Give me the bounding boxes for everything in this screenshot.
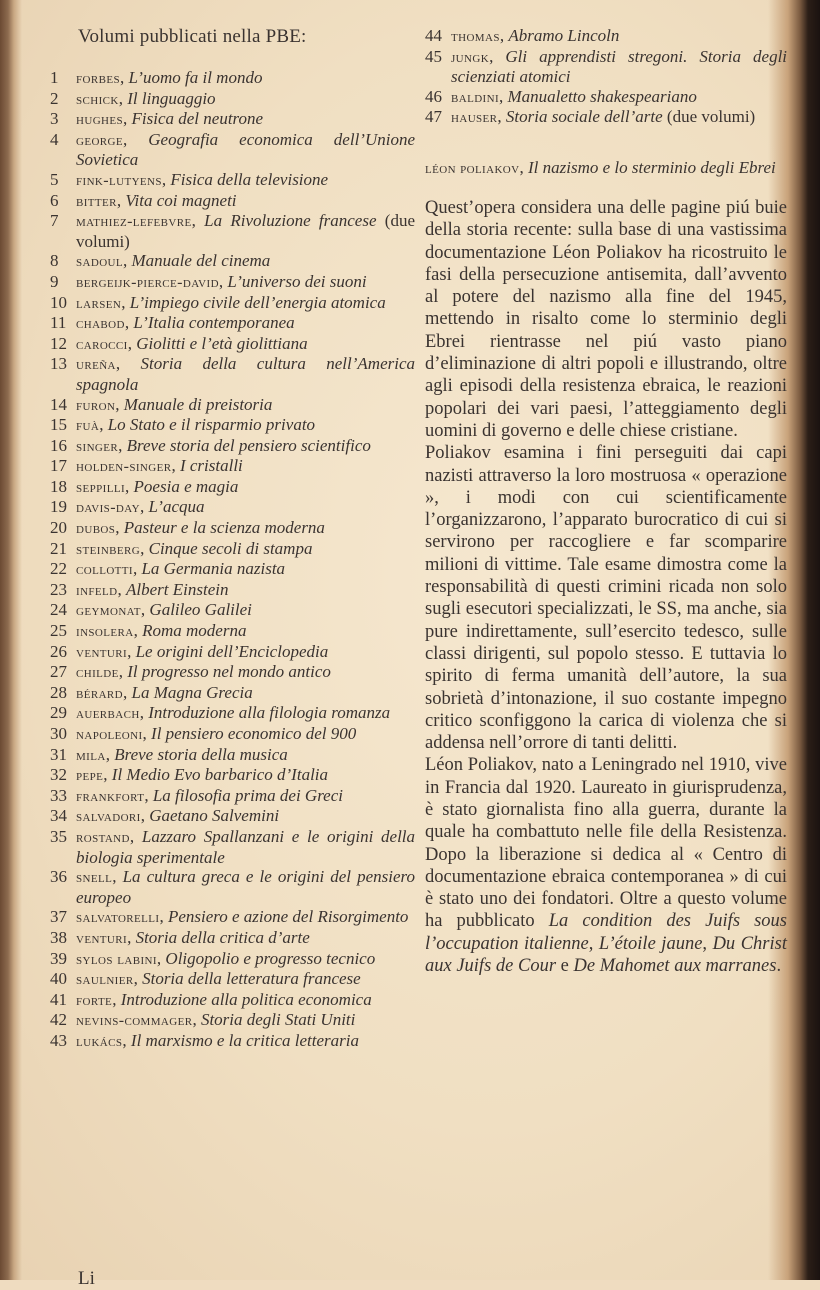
volume-entry: george, Geografia economica dell’Unione Sovietica bbox=[76, 129, 416, 170]
volume-number: 43 bbox=[50, 1030, 67, 1050]
volume-author: schick bbox=[76, 90, 119, 108]
volume-number: 28 bbox=[50, 682, 67, 702]
volume-entry: bérard, La Magna Grecia bbox=[76, 682, 253, 702]
volume-title: L’universo dei suoni bbox=[227, 271, 367, 291]
volume-title: Il progresso nel mondo antico bbox=[127, 662, 331, 682]
volume-title: La filosofia prima dei Greci bbox=[152, 785, 343, 805]
volume-number: 37 bbox=[50, 907, 67, 927]
volume-number: 39 bbox=[50, 948, 67, 968]
volume-title: Storia della cultura nell’America spagnola bbox=[76, 354, 416, 394]
volume-number: 41 bbox=[50, 989, 67, 1009]
volume-entry: baldini, Manualetto shakespeariano bbox=[451, 86, 697, 106]
volume-entry: auerbach, Introduzione alla filologia romanza bbox=[76, 703, 391, 723]
volume-title: Introduzione alla politica economica bbox=[120, 989, 372, 1009]
volume-author: venturi bbox=[76, 929, 128, 947]
volume-number: 5 bbox=[50, 169, 59, 189]
volume-entry: pepe, Il Medio Evo barbarico d’Italia bbox=[76, 765, 329, 785]
volume-author: steinberg bbox=[76, 540, 141, 558]
volume-item bbox=[50, 436, 415, 457]
volume-number: 14 bbox=[50, 394, 67, 414]
volume-author: mathiez-lefebvre bbox=[76, 213, 192, 231]
volume-entry: sadoul, Manuale del cinema bbox=[76, 251, 271, 271]
volume-item bbox=[50, 949, 415, 970]
volume-entry: furon, Manuale di preistoria bbox=[76, 394, 273, 414]
volume-title: Pensiero e azione del Risorgimento bbox=[167, 907, 409, 927]
volume-entry: steinberg, Cinque secoli di stampa bbox=[76, 538, 313, 558]
volume-entry: saulnier, Storia della letteratura francese bbox=[76, 969, 361, 989]
volume-title: L’Italia contemporanea bbox=[133, 313, 295, 333]
volume-number: 24 bbox=[50, 600, 67, 620]
volume-author: holden-singer bbox=[76, 458, 172, 476]
volume-item bbox=[50, 580, 415, 601]
volume-title: Storia della letteratura francese bbox=[142, 969, 361, 989]
volume-author: carocci bbox=[76, 335, 128, 353]
volume-item bbox=[50, 806, 415, 827]
volume-entry: jungk, Gli apprendisti stregoni. Storia degli scienziati atomici bbox=[451, 46, 788, 87]
volume-entry: bergeijk-pierce-david, L’universo dei suoni bbox=[76, 271, 367, 291]
volume-title: Il marxismo e la critica letteraria bbox=[130, 1030, 359, 1050]
volume-author: bergeijk-pierce-david bbox=[76, 273, 219, 291]
volume-number: 35 bbox=[50, 826, 67, 846]
volume-number: 40 bbox=[50, 969, 67, 989]
volume-item bbox=[50, 600, 415, 621]
volume-title: Cinque secoli di stampa bbox=[148, 538, 313, 558]
volume-title: Lo Stato e il risparmio privato bbox=[107, 415, 316, 435]
volume-number: 26 bbox=[50, 641, 67, 661]
volume-entry: hauser, Storia sociale dell’arte (due volumi) bbox=[451, 107, 756, 127]
volume-author: hauser bbox=[451, 109, 498, 127]
volume-entry: snell, La cultura greca e le origini del pensiero europeo bbox=[76, 867, 416, 907]
volume-entry: hughes, Fisica del neutrone bbox=[76, 109, 264, 129]
book-author: léon poliakov bbox=[425, 160, 520, 177]
volume-number: 12 bbox=[50, 333, 67, 353]
volume-title: Albert Einstein bbox=[126, 579, 229, 599]
volume-entry: sylos labini, Oligopolio e progresso tecnico bbox=[76, 948, 376, 968]
volume-entry: childe, Il progresso nel mondo antico bbox=[76, 662, 331, 682]
volume-number: 27 bbox=[50, 662, 67, 682]
volume-entry: lukács, Il marxismo e la critica letteraria bbox=[76, 1030, 359, 1050]
volume-number: 23 bbox=[50, 579, 67, 599]
volume-entry: frankfort, La filosofia prima dei Greci bbox=[76, 785, 343, 805]
volume-author: baldini bbox=[451, 88, 500, 106]
volume-number: 47 bbox=[425, 107, 442, 127]
volume-author: hughes bbox=[76, 111, 124, 129]
volume-item bbox=[50, 907, 415, 928]
volume-entry: salvatorelli, Pensiero e azione del Risorgimento bbox=[76, 907, 409, 927]
volume-author: infeld bbox=[76, 581, 118, 599]
volume-title: Il Medio Evo barbarico d’Italia bbox=[111, 765, 329, 785]
volume-title: Oligopolio e progresso tecnico bbox=[165, 948, 376, 968]
other-work-title: La condition des Juifs sous l’occupation italienne bbox=[425, 911, 787, 954]
volume-entry: salvadori, Gaetano Salvemini bbox=[76, 806, 280, 826]
volume-author: seppilli bbox=[76, 478, 126, 496]
volume-number: 22 bbox=[50, 559, 67, 579]
volume-author: bitter bbox=[76, 192, 117, 210]
volume-author: sadoul bbox=[76, 253, 124, 271]
volume-title: Manualetto shakespeariano bbox=[507, 86, 697, 106]
volume-title: Pasteur e la scienza moderna bbox=[123, 518, 325, 538]
description-paragraph-3 bbox=[425, 754, 787, 977]
volume-item bbox=[425, 87, 787, 108]
cut-off-footer-text: Li bbox=[78, 1268, 95, 1289]
other-work-title: De Mahomet aux marranes bbox=[573, 956, 777, 977]
separator: e bbox=[556, 956, 574, 977]
volume-item bbox=[50, 518, 415, 539]
other-work-title: L’étoile jaune bbox=[598, 933, 703, 954]
volume-item bbox=[425, 47, 787, 87]
volume-item bbox=[50, 497, 415, 518]
volume-entry: bitter, Vita coi magneti bbox=[76, 190, 237, 210]
volume-item bbox=[50, 191, 415, 212]
volume-title: Fisica del neutrone bbox=[131, 109, 264, 129]
volume-item bbox=[425, 26, 787, 47]
volume-author: ureña bbox=[76, 356, 116, 374]
volume-number: 34 bbox=[50, 806, 67, 826]
volume-author: salvadori bbox=[76, 808, 141, 826]
right-column bbox=[425, 26, 787, 977]
volume-entry: rostand, Lazzaro Spallanzani e le origini della biologia sperimentale bbox=[76, 826, 416, 867]
volume-author: collotti bbox=[76, 561, 133, 579]
volume-number: 20 bbox=[50, 518, 67, 538]
volume-entry: mila, Breve storia della musica bbox=[76, 744, 288, 764]
volume-entry: venturi, Storia della critica d’arte bbox=[76, 927, 310, 947]
separator: , bbox=[588, 933, 599, 954]
description-paragraph-1: Quest’opera considera una delle pagine piú buie della storia recente: sulla base di una vastissima documentazione Léon Poliakov ha ricostruito le fasi della persecuzione antisemita, dall’avvento al potere del nazismo alla fine del 1945, mettendo in risalto come lo sterminio degli Ebrei rientrasse nel piú vasto piano d’eliminazione di altri popoli e illustrando, oltre agli episodi della resistenza ebraica, le reazioni popolari dei vari paesi, l’atteggiamento degli uomini di governo e delle chiese cristiane. bbox=[425, 197, 787, 441]
volume-item bbox=[50, 827, 415, 867]
volume-title: Manuale del cinema bbox=[131, 251, 271, 271]
volume-author: fuà bbox=[76, 417, 100, 435]
volume-item bbox=[50, 211, 415, 251]
volume-item bbox=[50, 621, 415, 642]
volume-number: 2 bbox=[50, 88, 59, 108]
volume-title: I cristalli bbox=[179, 456, 243, 476]
volume-entry: fink-lutyens, Fisica della televisione bbox=[76, 169, 329, 189]
volume-title: Geografia economica dell’Unione Sovietica bbox=[76, 129, 416, 170]
volume-number: 4 bbox=[50, 129, 59, 149]
volume-number: 18 bbox=[50, 476, 67, 496]
volume-item bbox=[50, 251, 415, 272]
volume-entry: collotti, La Germania nazista bbox=[76, 559, 286, 579]
volume-title: Storia della critica d’arte bbox=[135, 927, 310, 947]
volume-item bbox=[50, 272, 415, 293]
volume-entry: ureña, Storia della cultura nell’America spagnola bbox=[76, 354, 416, 394]
volume-item bbox=[50, 539, 415, 560]
separator: , bbox=[702, 933, 713, 954]
volume-entry: seppilli, Poesia e magia bbox=[76, 476, 239, 496]
volume-number: 36 bbox=[50, 867, 67, 887]
volume-item bbox=[50, 456, 415, 477]
volume-title: Introduzione alla filologia romanza bbox=[148, 703, 391, 723]
book-header: léon poliakov, Il nazismo e lo sterminio degli Ebrei bbox=[425, 157, 776, 177]
volume-author: saulnier bbox=[76, 971, 134, 989]
volume-number: 10 bbox=[50, 292, 67, 312]
volume-author: furon bbox=[76, 396, 116, 414]
volume-title: Gaetano Salvemini bbox=[149, 806, 280, 826]
volume-number: 8 bbox=[50, 251, 59, 271]
volume-number: 45 bbox=[425, 46, 442, 66]
volume-author: pepe bbox=[76, 767, 104, 785]
volume-number: 38 bbox=[50, 927, 67, 947]
volume-entry: insolera, Roma moderna bbox=[76, 621, 247, 641]
volume-title: La cultura greca e le origini del pensiero europeo bbox=[76, 867, 416, 907]
volume-number: 11 bbox=[50, 313, 67, 333]
volume-item bbox=[50, 662, 415, 683]
volume-item bbox=[50, 683, 415, 704]
volume-title: La Magna Grecia bbox=[131, 682, 253, 702]
volume-item bbox=[50, 786, 415, 807]
volume-item bbox=[50, 1010, 415, 1031]
volume-author: venturi bbox=[76, 643, 128, 661]
volume-item bbox=[50, 745, 415, 766]
volume-title: L’uomo fa il mondo bbox=[128, 68, 263, 87]
volume-number: 32 bbox=[50, 765, 67, 785]
volume-item bbox=[425, 107, 787, 128]
volume-title: Manuale di preistoria bbox=[123, 394, 273, 414]
volume-author: fink-lutyens bbox=[76, 171, 162, 189]
volume-title: Giolitti e l’età giolittiana bbox=[136, 333, 308, 353]
volume-list-right bbox=[425, 26, 787, 128]
volume-title: Breve storia della musica bbox=[114, 744, 288, 764]
volume-number: 17 bbox=[50, 456, 67, 476]
volume-entry: venturi, Le origini dell’Enciclopedia bbox=[76, 641, 329, 661]
volume-author: larsen bbox=[76, 294, 122, 312]
volume-author: insolera bbox=[76, 623, 134, 641]
volume-title: Poesia e magia bbox=[133, 476, 239, 496]
volume-entry: thomas, Abramo Lincoln bbox=[451, 26, 620, 45]
volume-title: Breve storia del pensiero scientifico bbox=[126, 435, 371, 455]
volume-entry: carocci, Giolitti e l’età giolittiana bbox=[76, 333, 308, 353]
volume-author: salvatorelli bbox=[76, 909, 160, 927]
volume-number: 7 bbox=[50, 211, 59, 231]
volume-number: 1 bbox=[50, 68, 59, 87]
volume-entry: infeld, Albert Einstein bbox=[76, 579, 229, 599]
volume-list-left bbox=[50, 68, 415, 1052]
volume-item bbox=[50, 354, 415, 394]
volume-author: george bbox=[76, 131, 124, 149]
volume-number: 13 bbox=[50, 354, 67, 374]
volume-entry: mathiez-lefebvre, La Rivoluzione francese (due volumi) bbox=[76, 211, 416, 251]
volume-item bbox=[50, 724, 415, 745]
volume-title: Lazzaro Spallanzani e le origini della biologia sperimentale bbox=[76, 826, 416, 867]
volume-entry: larsen, L’impiego civile dell’energia atomica bbox=[76, 292, 386, 312]
volume-note: (due volumi) bbox=[76, 211, 416, 251]
list-heading: Volumi pubblicati nella PBE: bbox=[78, 26, 307, 47]
volume-number: 31 bbox=[50, 744, 67, 764]
volume-item bbox=[50, 928, 415, 949]
volume-number: 29 bbox=[50, 703, 67, 723]
volume-entry: holden-singer, I cristalli bbox=[76, 456, 243, 476]
volume-title: Il linguaggio bbox=[127, 88, 216, 108]
book-description bbox=[425, 197, 787, 977]
volume-item bbox=[50, 334, 415, 355]
volume-author: lukács bbox=[76, 1032, 123, 1050]
volume-author: auerbach bbox=[76, 705, 140, 723]
volume-author: nevins-commager bbox=[76, 1012, 193, 1030]
volume-item bbox=[50, 477, 415, 498]
volume-author: davis-day bbox=[76, 499, 140, 517]
volume-number: 16 bbox=[50, 435, 67, 455]
volume-author: mila bbox=[76, 746, 106, 764]
volume-entry: napoleoni, Il pensiero economico del 900 bbox=[76, 724, 357, 743]
volume-author: forbes bbox=[76, 70, 120, 87]
volume-number: 44 bbox=[425, 26, 442, 45]
volume-item bbox=[50, 765, 415, 786]
volume-author: chabod bbox=[76, 315, 125, 333]
volume-number: 9 bbox=[50, 271, 59, 291]
volume-item bbox=[50, 703, 415, 724]
volume-item bbox=[50, 867, 415, 907]
volume-author: jungk bbox=[451, 48, 490, 66]
volume-number: 42 bbox=[50, 1010, 67, 1030]
volume-author: rostand bbox=[76, 828, 130, 846]
volume-entry: geymonat, Galileo Galilei bbox=[76, 600, 252, 620]
volume-number: 6 bbox=[50, 190, 59, 210]
volume-entry: davis-day, L’acqua bbox=[76, 497, 205, 517]
separator: . bbox=[776, 956, 782, 977]
volume-title: La Germania nazista bbox=[141, 559, 286, 579]
volume-number: 3 bbox=[50, 109, 59, 129]
volume-entry: forbes, L’uomo fa il mondo bbox=[76, 68, 263, 87]
volume-title: Gli apprendisti stregoni. Storia degli scienziati atomici bbox=[451, 46, 788, 87]
volume-author: forte bbox=[76, 991, 113, 1009]
volume-note: (due volumi) bbox=[666, 107, 756, 127]
volume-entry: dubos, Pasteur e la scienza moderna bbox=[76, 518, 325, 538]
volume-author: geymonat bbox=[76, 602, 141, 620]
volume-entry: fuà, Lo Stato e il risparmio privato bbox=[76, 415, 316, 435]
volume-item bbox=[50, 109, 415, 130]
volume-item bbox=[50, 969, 415, 990]
volume-title: Galileo Galilei bbox=[149, 600, 252, 620]
volume-title: Le origini dell’Enciclopedia bbox=[135, 641, 329, 661]
volume-author: bérard bbox=[76, 684, 124, 702]
volume-number: 15 bbox=[50, 415, 67, 435]
volume-number: 19 bbox=[50, 497, 67, 517]
volume-item bbox=[50, 395, 415, 416]
volume-item bbox=[50, 130, 415, 170]
volume-entry: singer, Breve storia del pensiero scientifico bbox=[76, 435, 371, 455]
volume-item bbox=[50, 293, 415, 314]
volume-number: 30 bbox=[50, 724, 67, 743]
volume-item bbox=[50, 170, 415, 191]
volume-number: 25 bbox=[50, 621, 67, 641]
volume-title: Il pensiero economico del 900 bbox=[151, 724, 357, 743]
volume-entry: schick, Il linguaggio bbox=[76, 88, 216, 108]
volume-number: 33 bbox=[50, 785, 67, 805]
other-work-title: Du Christ aux Juifs de Cour bbox=[425, 933, 787, 977]
volume-title: Vita coi magneti bbox=[125, 190, 237, 210]
volume-title: L’impiego civile dell’energia atomica bbox=[129, 292, 386, 312]
volume-title: La Rivoluzione francese bbox=[204, 211, 377, 231]
volume-entry: chabod, L’Italia contemporanea bbox=[76, 313, 295, 333]
volume-entry: nevins-commager, Storia degli Stati Uniti bbox=[76, 1010, 356, 1030]
volume-title: Roma moderna bbox=[142, 621, 247, 641]
volume-title: Abramo Lincoln bbox=[508, 26, 620, 45]
volume-title: L’acqua bbox=[148, 497, 205, 517]
volume-title: Storia degli Stati Uniti bbox=[200, 1010, 356, 1030]
volume-item bbox=[50, 415, 415, 436]
volume-item bbox=[50, 559, 415, 580]
volume-item bbox=[50, 89, 415, 110]
volume-item bbox=[50, 1031, 415, 1052]
volume-item bbox=[50, 313, 415, 334]
volume-author: childe bbox=[76, 664, 119, 682]
volume-author: dubos bbox=[76, 520, 116, 538]
volume-item bbox=[50, 642, 415, 663]
volume-number: 46 bbox=[425, 86, 442, 106]
volume-entry: forte, Introduzione alla politica economica bbox=[76, 989, 372, 1009]
volume-author: thomas bbox=[451, 28, 500, 45]
left-column bbox=[50, 26, 415, 1052]
description-paragraph-2: Poliakov esamina i fini perseguiti dai capi nazisti attraverso la loro mostruosa « operazione », i modi con cui scientificamente l’organizzarono, l’apparato burocratico di cui si servirono per raccogliere e far scomparire milioni di vittime. Tale esame dimostra come la responsabilità di questi crimini ricada non solo sugli esecutori specializzati, le SS, ma anche, sia pure indirettamente, sull’esercito tedesco, sulle classi dirigenti, sul popolo stesso. E tuttavia lo spirito di ferma umanità dell’autore, la sua sobrietà d’intonazione, il suo costante impegno critico sconfiggono la carica di violenza che si addensa nell’orrore di tanti delitti. bbox=[425, 443, 787, 754]
volume-author: sylos labini bbox=[76, 950, 157, 968]
volume-author: snell bbox=[76, 869, 113, 887]
book-title: Il nazismo e lo sterminio degli Ebrei bbox=[528, 157, 776, 177]
volume-author: napoleoni bbox=[76, 726, 143, 743]
volume-title: Fisica della televisione bbox=[170, 169, 329, 189]
volume-number: 21 bbox=[50, 538, 67, 558]
author-bio-text: Léon Poliakov, nato a Leningrado nel 1910, vive in Francia dal 1920. Laureato in giurisprudenza, è stato giornalista fino alla guerra, durante la quale ha combattuto nelle file della Resistenza. Dopo la liberazione si dedica al « Centro di documentazione ebraica contemporanea » di cui è stato uno dei fondatori. Oltre a questo volume ha pubblicato bbox=[425, 755, 787, 932]
volume-author: frankfort bbox=[76, 787, 145, 805]
volume-title: Storia sociale dell’arte bbox=[505, 107, 663, 127]
volume-author: singer bbox=[76, 437, 119, 455]
volume-item bbox=[50, 68, 415, 89]
volume-item bbox=[50, 990, 415, 1011]
